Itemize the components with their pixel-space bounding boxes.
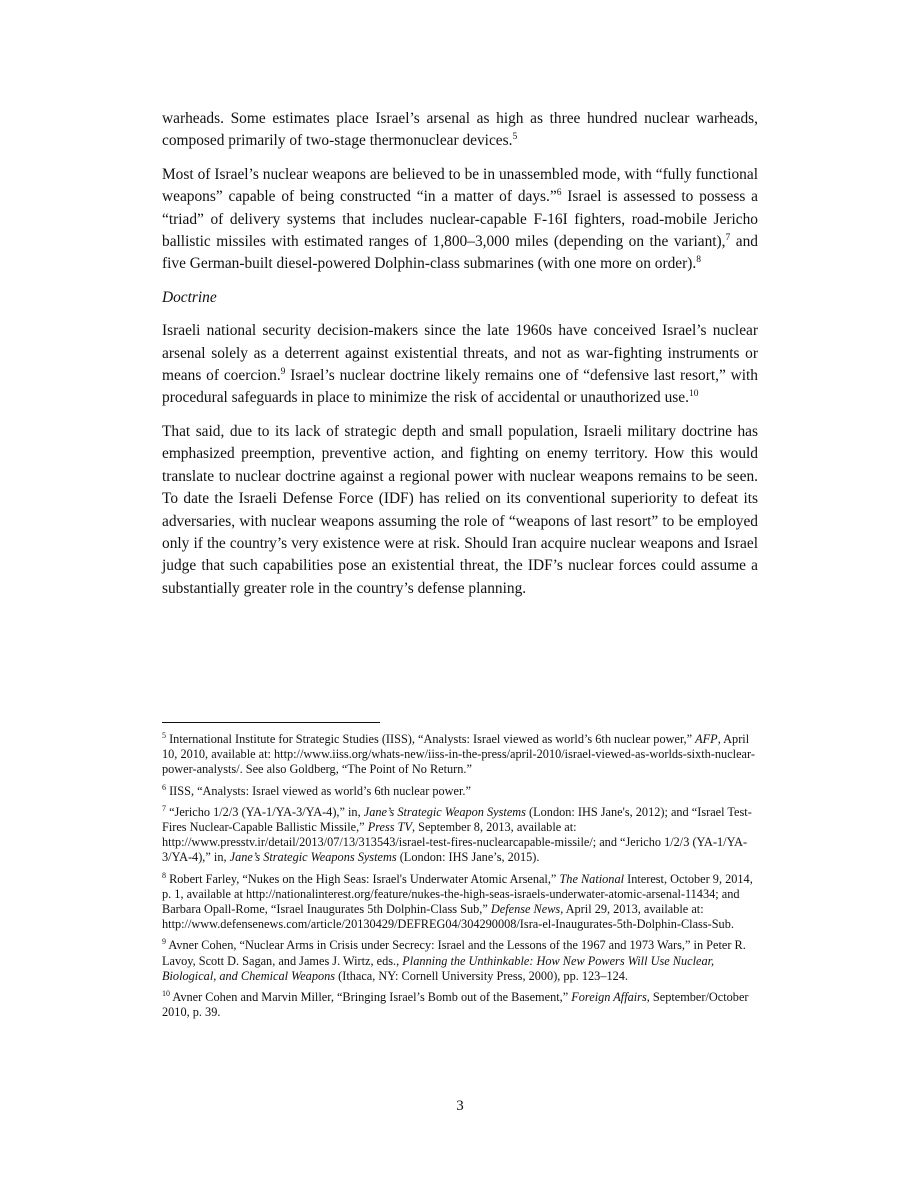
footnote-ref-6[interactable]: 6: [556, 188, 562, 199]
footnote-ref-8[interactable]: 8: [696, 255, 701, 266]
paragraph-arsenal-size: warheads. Some estimates place Israel’s arsenal as high as three hundred nuclear warheads, composed primarily of two-stage thermonuclear devices.$^5$: [162, 110, 758, 150]
paragraph-deterrent: Israeli national security decision-makers since the late 1960s have conceived Israel’s nuclear arsenal solely as a deterrent against existential threats, and not as war-fighting instruments or means of coercion.$^9$ Israel’s nuclear doctrine likely remains one of “defensive last resort,” with procedural safeguards in place to minimize the risk of accidental or unauthorized use.$^{10}$: [162, 322, 758, 407]
footnote-ref-7[interactable]: 7: [725, 233, 731, 244]
footnotes-section: [162, 722, 758, 1026]
section-heading-doctrine: Doctrine: [162, 288, 217, 306]
footnote-9: $^9$ Avner Cohen, “Nuclear Arms in Crisis under Secrecy: Israel and the Lessons of the 1967 and 1973 Wars,” in Peter R. Lavoy, Scott D. Sagan, and James J. Wirtz, eds., Planning the Unthinkable: How New Powers Will Use Nuclear, Biological, and Chemical Weapons (Ithaca, NY: Cornell University Press, 2000), pp. 123–124.: [162, 937, 746, 983]
body-text: [162, 108, 758, 611]
footnote-7: $^7$ “Jericho 1/2/3 (YA-1/YA-3/YA-4),” in, Jane’s Strategic Weapon Systems (London: IHS Jane's, 2012); and “Israel Test-Fires Nuclear-Capable Ballistic Missile,” Press TV, September 8, 2013, available at: http://www.presstv.ir/detail/2013/07/13/313543/israel-test-fires-nuclearcapable-missile/; and “Jericho 1/2/3 (YA-1/YA-3/YA-4),” in, Jane’s Strategic Weapons Systems (London: IHS Jane’s, 2015).: [162, 803, 752, 865]
footnote-ref-10[interactable]: 10: [688, 389, 699, 400]
footnote-10: $^{10}$ Avner Cohen and Marvin Miller, “Bringing Israel’s Bomb out of the Basement,” Foreign Affairs, September/October 2010, p. 39.: [162, 989, 749, 1020]
footnote-ref-5[interactable]: 5: [512, 132, 518, 143]
footnote-divider: [162, 722, 380, 723]
paragraph-delivery-systems: Most of Israel’s nuclear weapons are believed to be in unassembled mode, with “fully functional weapons” capable of being constructed “in a matter of days.”$^6$ Israel is assessed to possess a “triad” of delivery systems that includes nuclear-capable F-16I fighters, road-mobile Jericho ballistic missiles with estimated ranges of 1,800–3,000 miles (depending on the variant),$^7$ and five German-built diesel-powered Dolphin-class submarines (with one more on order).$^8$: [162, 165, 758, 273]
paragraph-military-doctrine: That said, due to its lack of strategic depth and small population, Israeli military doctrine has emphasized preemption, preventive action, and fighting on enemy territory. How this would translate to nuclear doctrine against a regional power with nuclear weapons remains to be seen. To date the Israeli Defense Force (IDF) has relied on its conventional superiority to defeat its adversaries, with nuclear weapons assuming the role of “weapons of last resort” to be employed only if the country’s very existence were at risk. Should Iran acquire nuclear weapons and Israel judge that such capabilities pose an existential threat, the IDF’s nuclear forces could assume a substantially greater role in the country’s defense planning.: [162, 422, 758, 597]
footnote-ref-9[interactable]: 9: [280, 367, 286, 378]
footnote-5: $^5$ International Institute for Strategic Studies (IISS), “Analysts: Israel viewed as world’s 6th nuclear power,” AFP, April 10, 2010, available at: http://www.iiss.org/whats-new/iiss-in-the-press/april-2010/israel-viewed-as-worlds-sixth-nuclear-power-analysts/. See also Goldberg, “The Point of No Return.”: [162, 731, 755, 777]
page-number: 3: [456, 1098, 464, 1114]
footnote-8: $^8$ Robert Farley, “Nukes on the High Seas: Israel's Underwater Atomic Arsenal,” The National Interest, October 9, 2014, p. 1, available at http://nationalinterest.org/feature/nukes-the-high-seas-israels-underwater-atomic-arsenal-11434; and Barbara Opall-Rome, “Israel Inaugurates 5th Dolphin-Class Sub,” Defense News, April 29, 2013, available at: http://www.defensenews.com/article/20130429/DEFREG04/304290008/Isra-el-Inaugurates-5th-Dolphin-Class-Sub.: [162, 870, 753, 932]
footnote-6: $^6$ IISS, “Analysts: Israel viewed as world’s 6th nuclear power.”: [162, 782, 471, 798]
